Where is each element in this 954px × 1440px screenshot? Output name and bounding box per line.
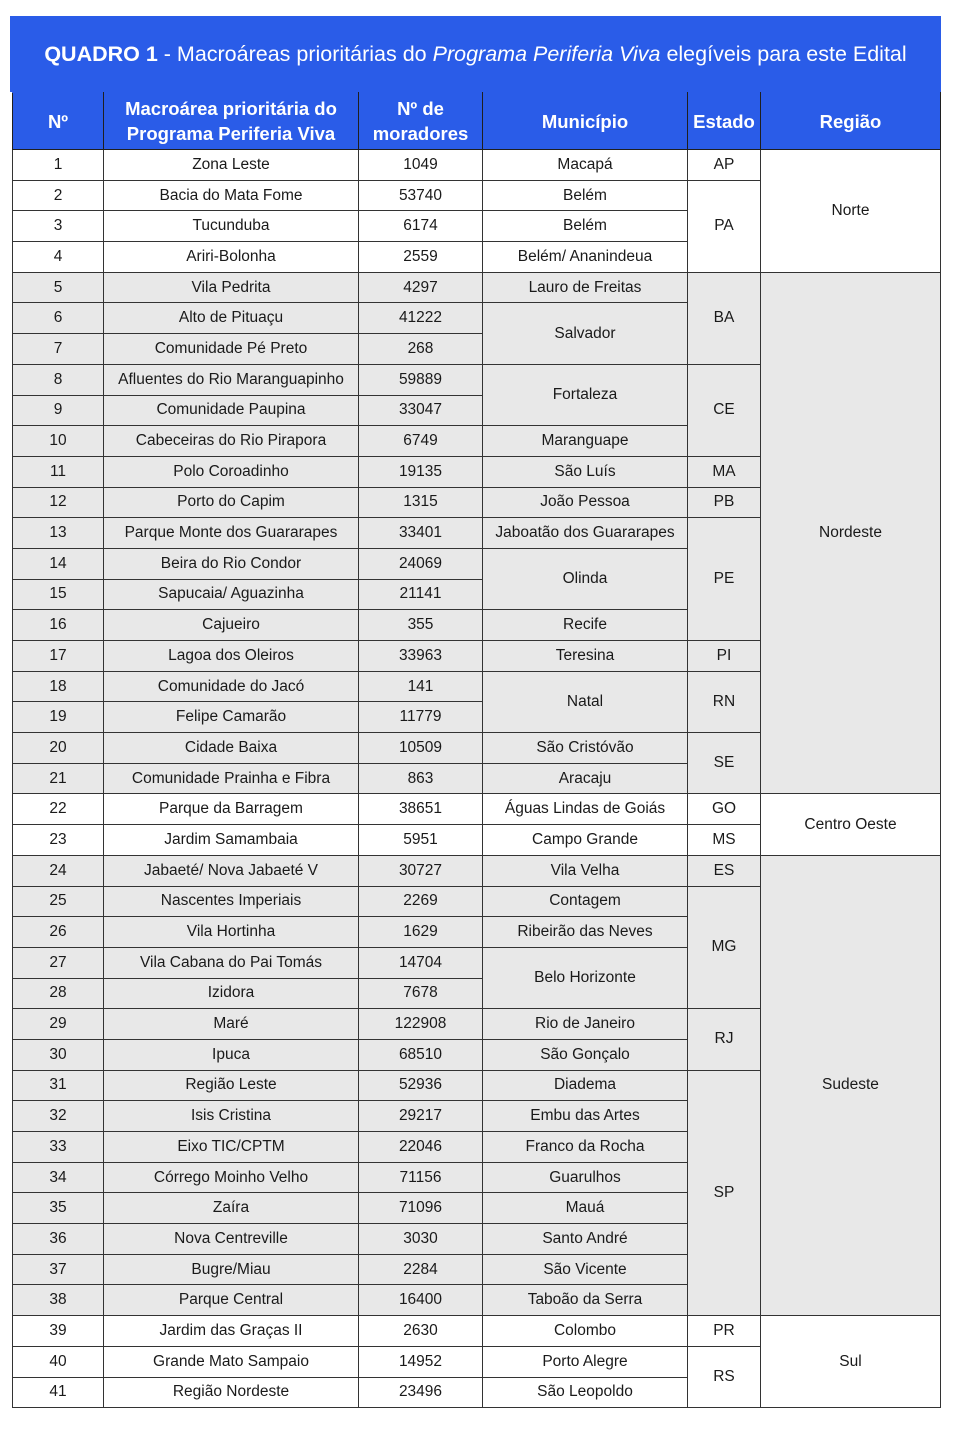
cell-residents: 1315 [359, 487, 483, 518]
cell-number: 3 [13, 211, 104, 242]
title-text-post: elegíveis para este Edital [660, 42, 907, 66]
cell-number: 20 [13, 733, 104, 764]
cell-macroarea: Eixo TIC/CPTM [104, 1132, 359, 1163]
header-macroarea [104, 93, 359, 150]
cell-municipality: São Luís [483, 456, 688, 487]
cell-municipality: Belém [483, 211, 688, 242]
cell-number: 35 [13, 1193, 104, 1224]
cell-municipality: Diadema [483, 1070, 688, 1101]
cell-residents: 10509 [359, 733, 483, 764]
cell-number: 23 [13, 825, 104, 856]
cell-municipality: Embu das Artes [483, 1101, 688, 1132]
cell-municipality: Vila Velha [483, 855, 688, 886]
cell-number: 31 [13, 1070, 104, 1101]
cell-number: 33 [13, 1132, 104, 1163]
cell-state: MA [688, 456, 761, 487]
cell-number: 4 [13, 242, 104, 273]
cell-macroarea: Jardim Samambaia [104, 825, 359, 856]
cell-residents: 59889 [359, 364, 483, 395]
cell-residents: 1629 [359, 917, 483, 948]
cell-number: 41 [13, 1377, 104, 1408]
cell-municipality: Macapá [483, 150, 688, 181]
cell-number: 30 [13, 1039, 104, 1070]
cell-residents: 30727 [359, 855, 483, 886]
cell-macroarea: Cidade Baixa [104, 733, 359, 764]
cell-macroarea: Jardim das Graças II [104, 1316, 359, 1347]
cell-macroarea: Comunidade Pé Preto [104, 334, 359, 365]
cell-municipality: Jaboatão dos Guararapes [483, 518, 688, 549]
cell-municipality: Taboão da Serra [483, 1285, 688, 1316]
cell-municipality: São Leopoldo [483, 1377, 688, 1408]
cell-residents: 29217 [359, 1101, 483, 1132]
cell-municipality: Belo Horizonte [483, 947, 688, 1008]
cell-municipality: Maranguape [483, 426, 688, 457]
cell-municipality: Contagem [483, 886, 688, 917]
cell-macroarea: Grande Mato Sampaio [104, 1346, 359, 1377]
table-row [13, 855, 941, 886]
cell-number: 12 [13, 487, 104, 518]
cell-macroarea: Comunidade Paupina [104, 395, 359, 426]
cell-number: 13 [13, 518, 104, 549]
cell-number: 40 [13, 1346, 104, 1377]
cell-residents: 22046 [359, 1132, 483, 1163]
cell-number: 11 [13, 456, 104, 487]
header-number: Nº [13, 93, 104, 150]
cell-macroarea: Ariri-Bolonha [104, 242, 359, 273]
cell-residents: 53740 [359, 180, 483, 211]
cell-number: 32 [13, 1101, 104, 1132]
cell-residents: 38651 [359, 794, 483, 825]
cell-number: 39 [13, 1316, 104, 1347]
cell-number: 38 [13, 1285, 104, 1316]
cell-municipality: Belém [483, 180, 688, 211]
cell-residents: 33401 [359, 518, 483, 549]
cell-number: 7 [13, 334, 104, 365]
cell-state: MS [688, 825, 761, 856]
cell-number: 16 [13, 610, 104, 641]
cell-macroarea: Vila Pedrita [104, 272, 359, 303]
cell-municipality: Lauro de Freitas [483, 272, 688, 303]
cell-state: SP [688, 1070, 761, 1316]
cell-macroarea: Alto de Pituaçu [104, 303, 359, 334]
cell-residents: 71096 [359, 1193, 483, 1224]
cell-macroarea: Felipe Camarão [104, 702, 359, 733]
cell-residents: 2630 [359, 1316, 483, 1347]
cell-residents: 14704 [359, 947, 483, 978]
cell-state: RJ [688, 1009, 761, 1070]
cell-residents: 52936 [359, 1070, 483, 1101]
macroareas-table [12, 92, 941, 1408]
header-municipality: Município [483, 93, 688, 150]
cell-state: BA [688, 272, 761, 364]
cell-residents: 23496 [359, 1377, 483, 1408]
cell-region: Norte [761, 150, 941, 273]
cell-municipality: Guarulhos [483, 1162, 688, 1193]
title-label: QUADRO 1 [44, 42, 158, 66]
cell-macroarea: Porto do Capim [104, 487, 359, 518]
cell-macroarea: Isis Cristina [104, 1101, 359, 1132]
table-body [13, 150, 941, 1408]
cell-number: 18 [13, 671, 104, 702]
cell-residents: 5951 [359, 825, 483, 856]
cell-number: 14 [13, 548, 104, 579]
cell-state: AP [688, 150, 761, 181]
cell-residents: 11779 [359, 702, 483, 733]
cell-residents: 71156 [359, 1162, 483, 1193]
cell-municipality: Natal [483, 671, 688, 732]
cell-municipality: Ribeirão das Neves [483, 917, 688, 948]
cell-state: PI [688, 641, 761, 672]
header-residents [359, 93, 483, 150]
cell-municipality: Mauá [483, 1193, 688, 1224]
cell-macroarea: Bugre/Miau [104, 1254, 359, 1285]
cell-municipality: Aracaju [483, 763, 688, 794]
cell-residents: 2284 [359, 1254, 483, 1285]
cell-macroarea: Região Nordeste [104, 1377, 359, 1408]
cell-macroarea: Nascentes Imperiais [104, 886, 359, 917]
cell-residents: 19135 [359, 456, 483, 487]
cell-macroarea: Parque Monte dos Guararapes [104, 518, 359, 549]
cell-number: 15 [13, 579, 104, 610]
cell-residents: 2559 [359, 242, 483, 273]
cell-residents: 41222 [359, 303, 483, 334]
cell-number: 22 [13, 794, 104, 825]
cell-municipality: Fortaleza [483, 364, 688, 425]
cell-macroarea: Cabeceiras do Rio Pirapora [104, 426, 359, 457]
table-row [13, 1316, 941, 1347]
header-residents-line2: moradores [372, 123, 469, 144]
cell-residents: 122908 [359, 1009, 483, 1040]
cell-macroarea: Vila Hortinha [104, 917, 359, 948]
cell-state: MG [688, 886, 761, 1009]
cell-number: 21 [13, 763, 104, 794]
cell-number: 1 [13, 150, 104, 181]
cell-municipality: Teresina [483, 641, 688, 672]
cell-macroarea: Comunidade do Jacó [104, 671, 359, 702]
table-title-bar [10, 16, 941, 92]
cell-municipality: São Vicente [483, 1254, 688, 1285]
cell-residents: 24069 [359, 548, 483, 579]
cell-number: 26 [13, 917, 104, 948]
cell-macroarea: Zaíra [104, 1193, 359, 1224]
cell-residents: 16400 [359, 1285, 483, 1316]
cell-municipality: Colombo [483, 1316, 688, 1347]
table-title [10, 42, 941, 67]
cell-state: RS [688, 1346, 761, 1407]
header-region: Região [761, 93, 941, 150]
cell-state: RN [688, 671, 761, 732]
cell-number: 6 [13, 303, 104, 334]
cell-macroarea: Jabaeté/ Nova Jabaeté V [104, 855, 359, 886]
cell-residents: 4297 [359, 272, 483, 303]
cell-macroarea: Afluentes do Rio Maranguapinho [104, 364, 359, 395]
cell-residents: 141 [359, 671, 483, 702]
cell-residents: 21141 [359, 579, 483, 610]
cell-macroarea: Comunidade Prainha e Fibra [104, 763, 359, 794]
cell-macroarea: Nova Centreville [104, 1224, 359, 1255]
cell-number: 28 [13, 978, 104, 1009]
cell-number: 25 [13, 886, 104, 917]
cell-state: CE [688, 364, 761, 456]
table-row [13, 794, 941, 825]
cell-number: 36 [13, 1224, 104, 1255]
cell-number: 2 [13, 180, 104, 211]
cell-residents: 2269 [359, 886, 483, 917]
cell-residents: 14952 [359, 1346, 483, 1377]
header-macroarea-line2: Programa Periferia Viva [126, 123, 336, 144]
cell-number: 24 [13, 855, 104, 886]
cell-residents: 6749 [359, 426, 483, 457]
cell-macroarea: Izidora [104, 978, 359, 1009]
cell-macroarea: Região Leste [104, 1070, 359, 1101]
cell-number: 19 [13, 702, 104, 733]
cell-residents: 863 [359, 763, 483, 794]
cell-residents: 6174 [359, 211, 483, 242]
cell-municipality: Franco da Rocha [483, 1132, 688, 1163]
cell-municipality: Rio de Janeiro [483, 1009, 688, 1040]
cell-number: 17 [13, 641, 104, 672]
cell-macroarea: Tucunduba [104, 211, 359, 242]
cell-number: 9 [13, 395, 104, 426]
cell-state: PB [688, 487, 761, 518]
cell-macroarea: Vila Cabana do Pai Tomás [104, 947, 359, 978]
cell-residents: 68510 [359, 1039, 483, 1070]
cell-macroarea: Parque da Barragem [104, 794, 359, 825]
cell-municipality: João Pessoa [483, 487, 688, 518]
cell-municipality: São Cristóvão [483, 733, 688, 764]
cell-region: Centro Oeste [761, 794, 941, 855]
cell-state: SE [688, 733, 761, 794]
cell-macroarea: Polo Coroadinho [104, 456, 359, 487]
cell-state: PE [688, 518, 761, 641]
cell-number: 8 [13, 364, 104, 395]
table-row [13, 150, 941, 181]
cell-municipality: Campo Grande [483, 825, 688, 856]
table-row [13, 272, 941, 303]
cell-number: 34 [13, 1162, 104, 1193]
header-residents-line1: Nº de [397, 98, 444, 119]
cell-state: ES [688, 855, 761, 886]
cell-residents: 268 [359, 334, 483, 365]
cell-macroarea: Córrego Moinho Velho [104, 1162, 359, 1193]
cell-municipality: Belém/ Ananindeua [483, 242, 688, 273]
cell-state: PR [688, 1316, 761, 1347]
title-program-name: Programa Periferia Viva [432, 42, 661, 66]
cell-number: 29 [13, 1009, 104, 1040]
cell-macroarea: Cajueiro [104, 610, 359, 641]
cell-residents: 1049 [359, 150, 483, 181]
cell-macroarea: Maré [104, 1009, 359, 1040]
header-macroarea-line1: Macroárea prioritária do [125, 98, 337, 119]
cell-macroarea: Zona Leste [104, 150, 359, 181]
cell-residents: 355 [359, 610, 483, 641]
cell-municipality: Salvador [483, 303, 688, 364]
header-state: Estado [688, 93, 761, 150]
cell-municipality: São Gonçalo [483, 1039, 688, 1070]
cell-macroarea: Sapucaia/ Aguazinha [104, 579, 359, 610]
cell-region: Nordeste [761, 272, 941, 794]
cell-municipality: Olinda [483, 548, 688, 609]
cell-municipality: Águas Lindas de Goiás [483, 794, 688, 825]
cell-region: Sudeste [761, 855, 941, 1315]
cell-residents: 33963 [359, 641, 483, 672]
cell-region: Sul [761, 1316, 941, 1408]
cell-municipality: Recife [483, 610, 688, 641]
cell-macroarea: Parque Central [104, 1285, 359, 1316]
cell-municipality: Porto Alegre [483, 1346, 688, 1377]
cell-state: GO [688, 794, 761, 825]
cell-macroarea: Bacia do Mata Fome [104, 180, 359, 211]
cell-macroarea: Lagoa dos Oleiros [104, 641, 359, 672]
cell-macroarea: Ipuca [104, 1039, 359, 1070]
cell-number: 27 [13, 947, 104, 978]
cell-residents: 3030 [359, 1224, 483, 1255]
cell-macroarea: Beira do Rio Condor [104, 548, 359, 579]
cell-state: PA [688, 180, 761, 272]
cell-residents: 33047 [359, 395, 483, 426]
cell-municipality: Santo André [483, 1224, 688, 1255]
cell-number: 37 [13, 1254, 104, 1285]
table-header-row [13, 93, 941, 150]
cell-number: 10 [13, 426, 104, 457]
cell-residents: 7678 [359, 978, 483, 1009]
title-text-pre: - Macroáreas prioritárias do [157, 42, 433, 66]
cell-number: 5 [13, 272, 104, 303]
